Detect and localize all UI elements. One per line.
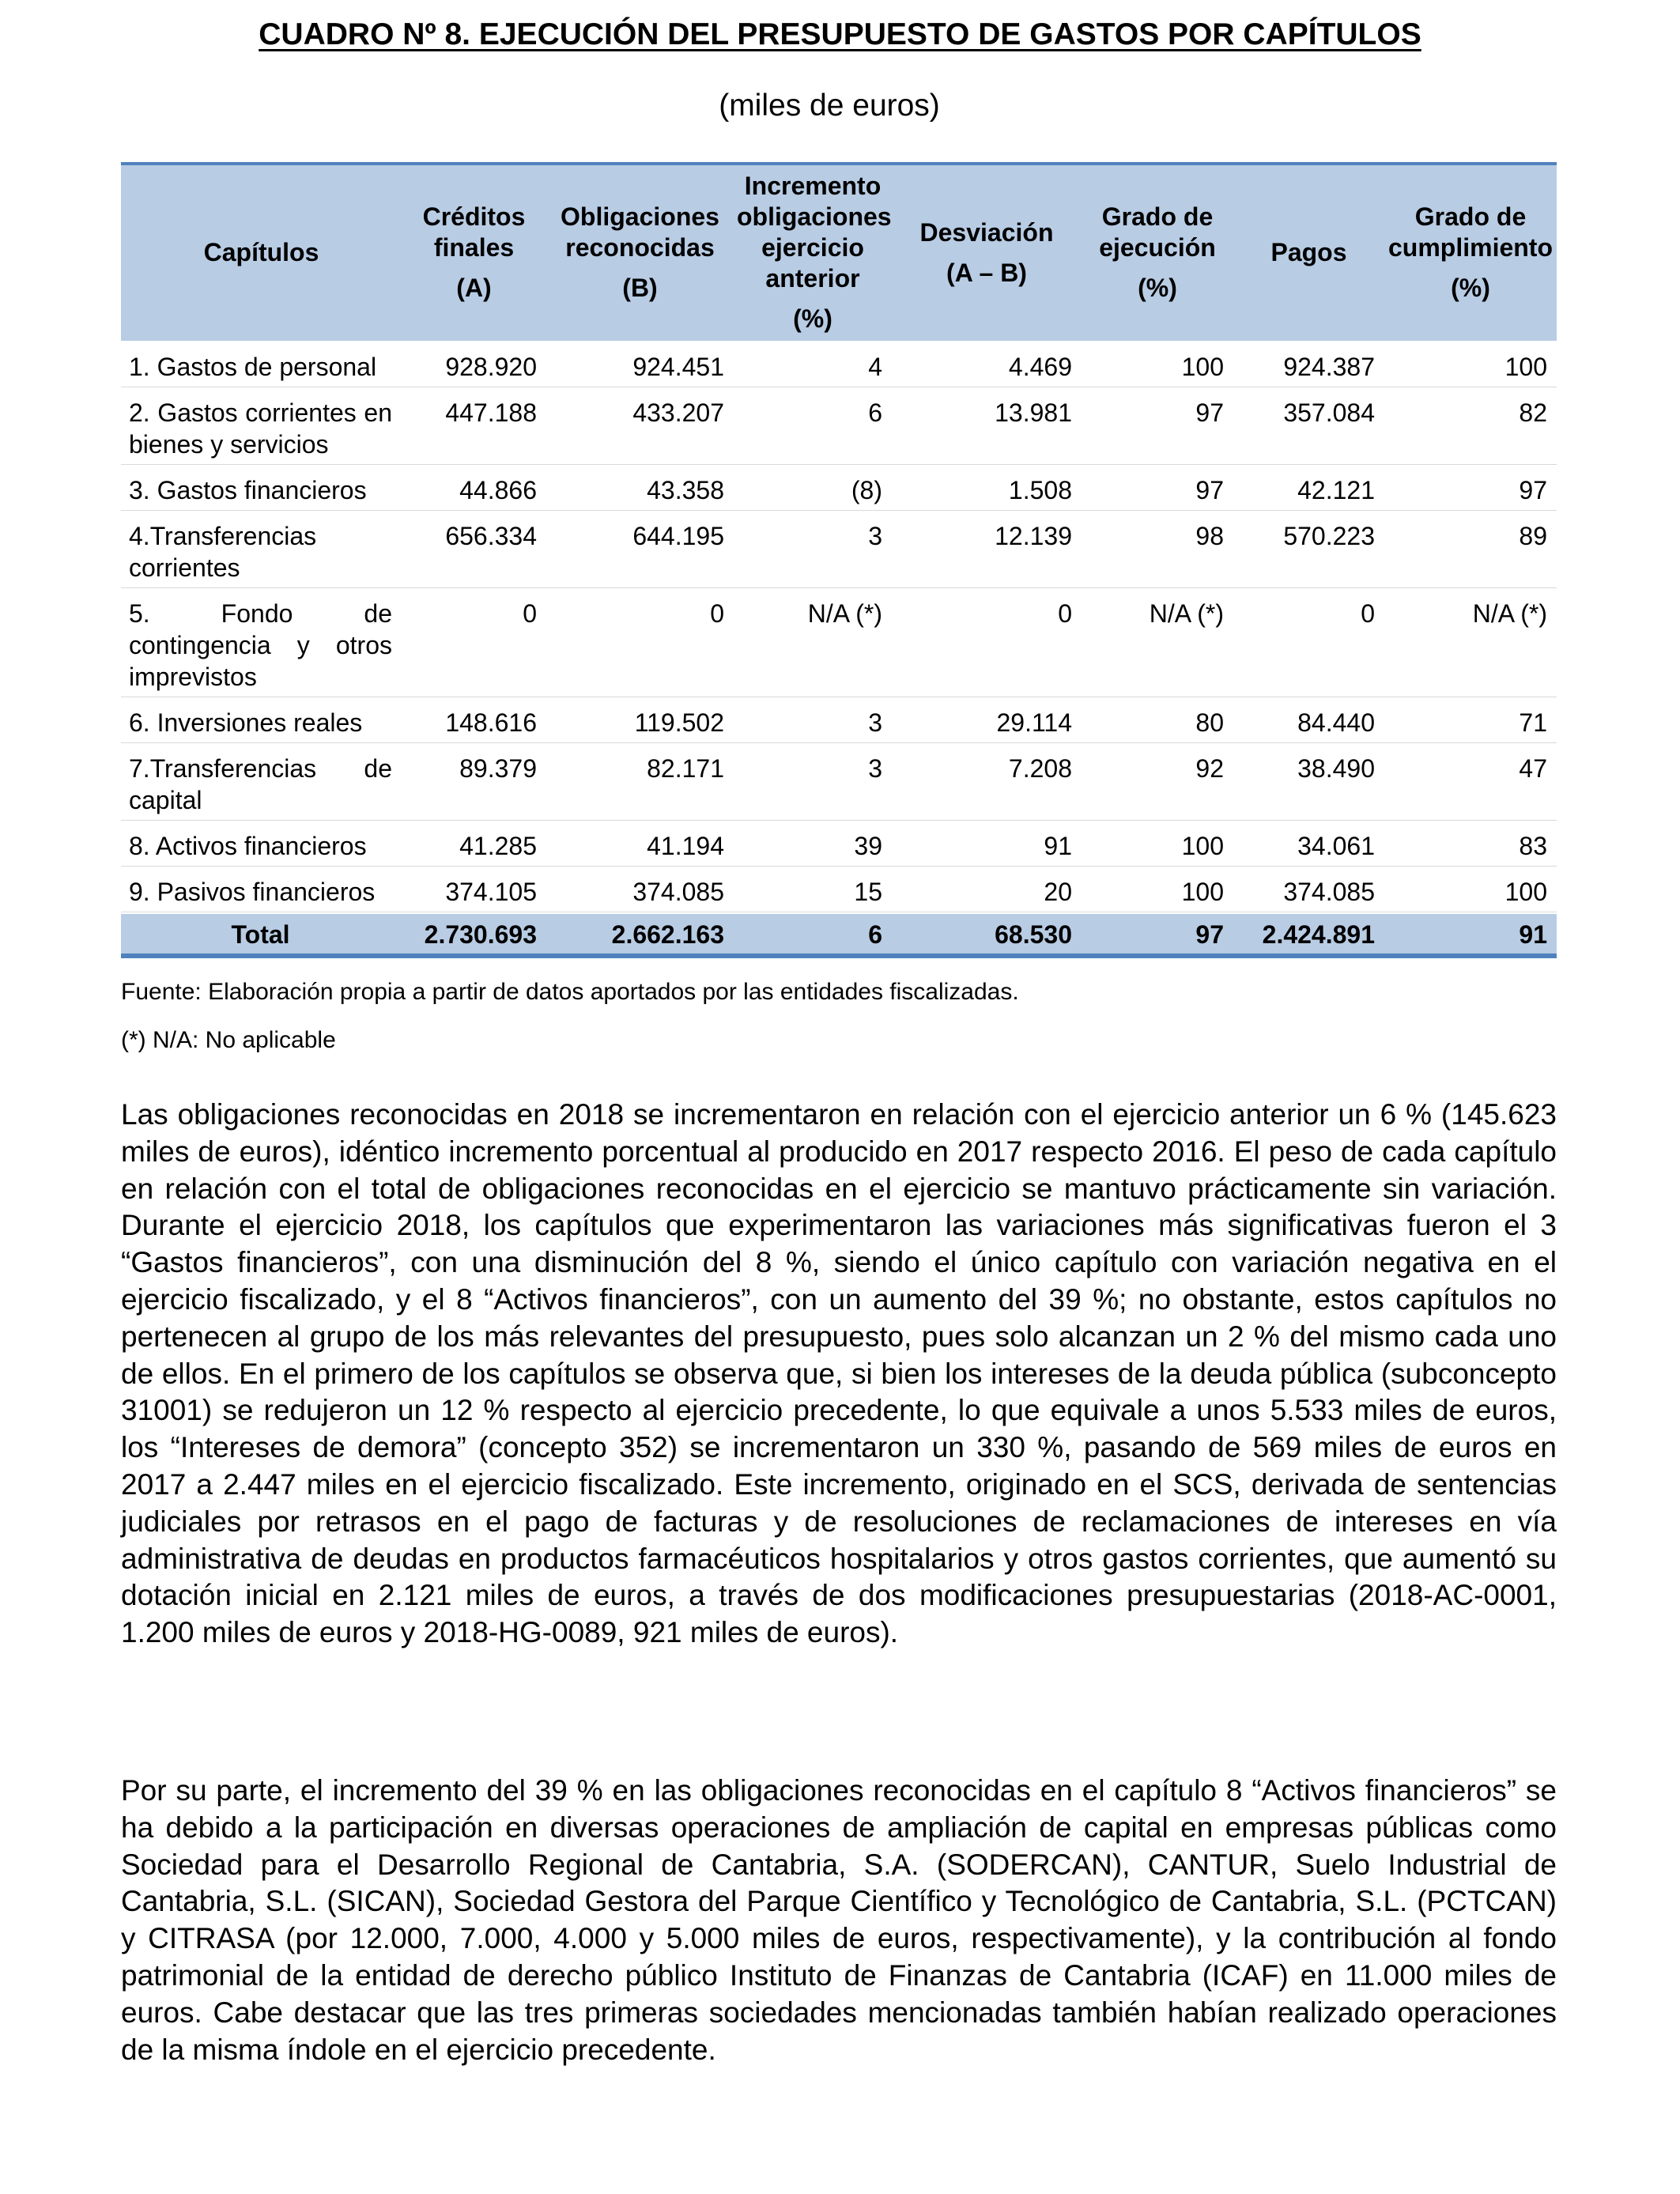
cell-pagos: 0 — [1233, 589, 1384, 698]
header-line: ejecución — [1099, 233, 1216, 262]
cell-cumplimiento: 83 — [1384, 821, 1557, 867]
cell-desviacion: 13.981 — [892, 388, 1082, 466]
cell-incremento: (8) — [734, 466, 892, 512]
cell-creditos: 447.188 — [402, 388, 546, 466]
header-line: Créditos — [422, 202, 526, 232]
header-unit: (%) — [1138, 274, 1177, 303]
cell-obligaciones: 2.662.163 — [546, 913, 734, 956]
table-row — [121, 867, 1557, 913]
chapter-label: 8. Activos financieros — [121, 821, 402, 867]
table-row — [121, 698, 1557, 744]
cell-creditos: 2.730.693 — [402, 913, 546, 956]
total-label: Total — [121, 913, 402, 956]
header-unit: (%) — [1451, 274, 1490, 303]
cell-incremento: 6 — [734, 388, 892, 466]
cell-incremento: 4 — [734, 342, 892, 388]
cell-obligaciones: 119.502 — [546, 698, 734, 744]
cell-desviacion: 29.114 — [892, 698, 1082, 744]
cell-creditos: 374.105 — [402, 867, 546, 913]
cell-obligaciones: 41.194 — [546, 821, 734, 867]
cell-incremento: 6 — [734, 913, 892, 956]
cell-incremento: 39 — [734, 821, 892, 867]
cell-creditos: 89.379 — [402, 744, 546, 821]
cell-creditos: 928.920 — [402, 342, 546, 388]
table-title — [0, 17, 1680, 52]
cell-pagos: 34.061 — [1233, 821, 1384, 867]
cell-cumplimiento: 97 — [1384, 466, 1557, 512]
cell-pagos: 374.085 — [1233, 867, 1384, 913]
chapter-label: 4.Transferencias corrientes — [121, 512, 402, 589]
cell-incremento: 3 — [734, 512, 892, 589]
table-row — [121, 388, 1557, 466]
cell-creditos: 148.616 — [402, 698, 546, 744]
cell-desviacion: 1.508 — [892, 466, 1082, 512]
cell-desviacion: 91 — [892, 821, 1082, 867]
header-pagos — [1233, 164, 1384, 342]
total-row — [121, 913, 1557, 956]
cell-desviacion: 20 — [892, 867, 1082, 913]
cell-incremento: N/A (*) — [734, 589, 892, 698]
cell-desviacion: 7.208 — [892, 744, 1082, 821]
cell-ejecucion: 97 — [1082, 466, 1233, 512]
table-subtitle: (miles de euros) — [719, 89, 940, 123]
cell-cumplimiento: 82 — [1384, 388, 1557, 466]
chapter-label: 6. Inversiones reales — [121, 698, 402, 744]
cell-pagos: 2.424.891 — [1233, 913, 1384, 956]
cell-obligaciones: 924.451 — [546, 342, 734, 388]
cell-creditos: 656.334 — [402, 512, 546, 589]
chapter-label: 1. Gastos de personal — [121, 342, 402, 388]
header-line: ejercicio — [761, 233, 864, 262]
header-line: reconocidas — [565, 233, 715, 262]
cell-obligaciones: 82.171 — [546, 744, 734, 821]
cell-pagos: 570.223 — [1233, 512, 1384, 589]
cell-ejecucion: 97 — [1082, 388, 1233, 466]
header-grado-cumplimiento — [1384, 164, 1557, 342]
cell-incremento: 3 — [734, 744, 892, 821]
cell-pagos: 38.490 — [1233, 744, 1384, 821]
cell-ejecucion: 97 — [1082, 913, 1233, 956]
header-desviacion — [892, 164, 1082, 342]
cell-ejecucion: 98 — [1082, 512, 1233, 589]
header-unit: (%) — [793, 304, 832, 334]
header-row — [121, 164, 1557, 342]
header-capitulos — [121, 164, 402, 342]
table-body — [121, 342, 1557, 956]
na-note: (*) N/A: No aplicable — [121, 1027, 336, 1053]
chapter-label: 2. Gastos corrientes en bienes y servicios — [121, 388, 402, 466]
cell-cumplimiento: 100 — [1384, 342, 1557, 388]
header-line: obligaciones — [737, 202, 892, 232]
cell-ejecucion: 80 — [1082, 698, 1233, 744]
table-row — [121, 342, 1557, 388]
cell-creditos: 0 — [402, 589, 546, 698]
cell-obligaciones: 644.195 — [546, 512, 734, 589]
header-line: Grado de — [1414, 202, 1527, 232]
table-row — [121, 466, 1557, 512]
cell-pagos: 42.121 — [1233, 466, 1384, 512]
cell-pagos: 357.084 — [1233, 388, 1384, 466]
source-note: Fuente: Elaboración propia a partir de datos aportados por las entidades fiscalizadas. — [121, 979, 1019, 1005]
header-creditos-finales — [402, 164, 546, 342]
cell-desviacion: 12.139 — [892, 512, 1082, 589]
cell-ejecucion: N/A (*) — [1082, 589, 1233, 698]
budget-table — [121, 162, 1557, 958]
cell-obligaciones: 0 — [546, 589, 734, 698]
header-line: Desviación — [919, 217, 1054, 247]
header-obligaciones-reconocidas — [546, 164, 734, 342]
cell-creditos: 41.285 — [402, 821, 546, 867]
cell-ejecucion: 100 — [1082, 342, 1233, 388]
cell-cumplimiento: 100 — [1384, 867, 1557, 913]
cell-cumplimiento: 71 — [1384, 698, 1557, 744]
table-row — [121, 589, 1557, 698]
header-line: Pagos — [1270, 238, 1347, 267]
paragraph-2: Por su parte, el incremento del 39 % en las obligaciones reconocidas en el capítulo 8 “Activos financieros” se ha debido a la participación en diversas operaciones de ampliación de capital en empresas públicas como Sociedad para el Desarrollo Regional de Cantabria, S.A. (SODERCAN), CANTUR, Suelo Industrial de Cantabria, S.L. (SICAN), Sociedad Gestora del Parque Científico y Tecnológico de Cantabria, S.L. (PCTCAN) y CITRASA (por 12.000, 7.000, 4.000 y 5.000 miles de euros, respectivamente), y la contribución al fondo patrimonial de la entidad de derecho público Instituto de Finanzas de Cantabria (ICAF) en 11.000 miles de euros. Cabe destacar que las tres primeras sociedades mencionadas también habían realizado operaciones de la misma índole en el ejercicio precedente. — [121, 1774, 1557, 2066]
cell-incremento: 15 — [734, 867, 892, 913]
cell-desviacion: 68.530 — [892, 913, 1082, 956]
cell-cumplimiento: N/A (*) — [1384, 589, 1557, 698]
cell-incremento: 3 — [734, 698, 892, 744]
header-unit: (A – B) — [946, 258, 1027, 287]
cell-ejecucion: 100 — [1082, 867, 1233, 913]
cell-pagos: 84.440 — [1233, 698, 1384, 744]
header-line: Grado de — [1101, 202, 1214, 232]
cell-obligaciones: 433.207 — [546, 388, 734, 466]
header-line: finales — [433, 233, 515, 262]
header-line: Incremento — [744, 172, 882, 201]
header-line: Capítulos — [203, 238, 319, 267]
cell-desviacion: 4.469 — [892, 342, 1082, 388]
chapter-label: 5. Fondo de contingencia y otros imprevistos — [121, 589, 402, 698]
table-title-text: CUADRO Nº 8. EJECUCIÓN DEL PRESUPUESTO DE GASTOS POR CAPÍTULOS — [259, 17, 1421, 51]
cell-obligaciones: 43.358 — [546, 466, 734, 512]
header-unit: (B) — [622, 274, 658, 303]
cell-ejecucion: 100 — [1082, 821, 1233, 867]
header-line: anterior — [765, 264, 860, 293]
table-row — [121, 512, 1557, 589]
cell-cumplimiento: 47 — [1384, 744, 1557, 821]
cell-ejecucion: 92 — [1082, 744, 1233, 821]
header-grado-ejecucion — [1082, 164, 1233, 342]
chapter-label: 7.Transferencias de capital — [121, 744, 402, 821]
chapter-label: 9. Pasivos financieros — [121, 867, 402, 913]
cell-cumplimiento: 89 — [1384, 512, 1557, 589]
header-line: cumplimiento — [1387, 233, 1553, 262]
header-incremento-obligaciones — [734, 164, 892, 342]
chapter-label: 3. Gastos financieros — [121, 466, 402, 512]
cell-cumplimiento: 91 — [1384, 913, 1557, 956]
table-row — [121, 821, 1557, 867]
paragraph-1: Las obligaciones reconocidas en 2018 se incrementaron en relación con el ejercicio anterior un 6 % (145.623 miles de euros), idéntico incremento porcentual al producido en 2017 respecto 2016. El peso de cada capítulo en relación con el total de obligaciones reconocidas en el ejercicio se mantuvo prácticamente sin variación. Durante el ejercicio 2018, los capítulos que experimentaron las variaciones más significativas fueron el 3 “Gastos financieros”, con una disminución del 8 %, siendo el único capítulo con variación negativa en el ejercicio fiscalizado, y el 8 “Activos financieros”, con un aumento del 39 %; no obstante, estos capítulos no pertenecen al grupo de los más relevantes del presupuesto, pues solo alcanzan un 2 % del mismo cada uno de ellos. En el primero de los capítulos se observa que, si bien los intereses de la deuda pública (subconcepto 31001) se redujeron un 12 % respecto al ejercicio precedente, lo que equivale a unos 5.533 miles de euros, los “Intereses de demora” (concepto 352) se incrementaron un 330 %, pasando de 569 miles de euros en 2017 a 2.447 miles en el ejercicio fiscalizado. Este incremento, originado en el SCS, derivada de sentencias judiciales por retrasos en el pago de facturas y de resoluciones de reclamaciones de intereses en vía administrativa de deudas en productos farmacéuticos hospitalarios y otros gastos corrientes, que aumentó su dotación inicial en 2.121 miles de euros, a través de dos modificaciones presupuestarias (2018-AC-0001, 1.200 miles de euros y 2018-HG-0089, 921 miles de euros). — [121, 1098, 1557, 1649]
cell-pagos: 924.387 — [1233, 342, 1384, 388]
cell-creditos: 44.866 — [402, 466, 546, 512]
cell-desviacion: 0 — [892, 589, 1082, 698]
table-row — [121, 744, 1557, 821]
cell-obligaciones: 374.085 — [546, 867, 734, 913]
header-line: Obligaciones — [561, 202, 719, 232]
table-header — [121, 164, 1557, 342]
header-unit: (A) — [456, 274, 492, 303]
